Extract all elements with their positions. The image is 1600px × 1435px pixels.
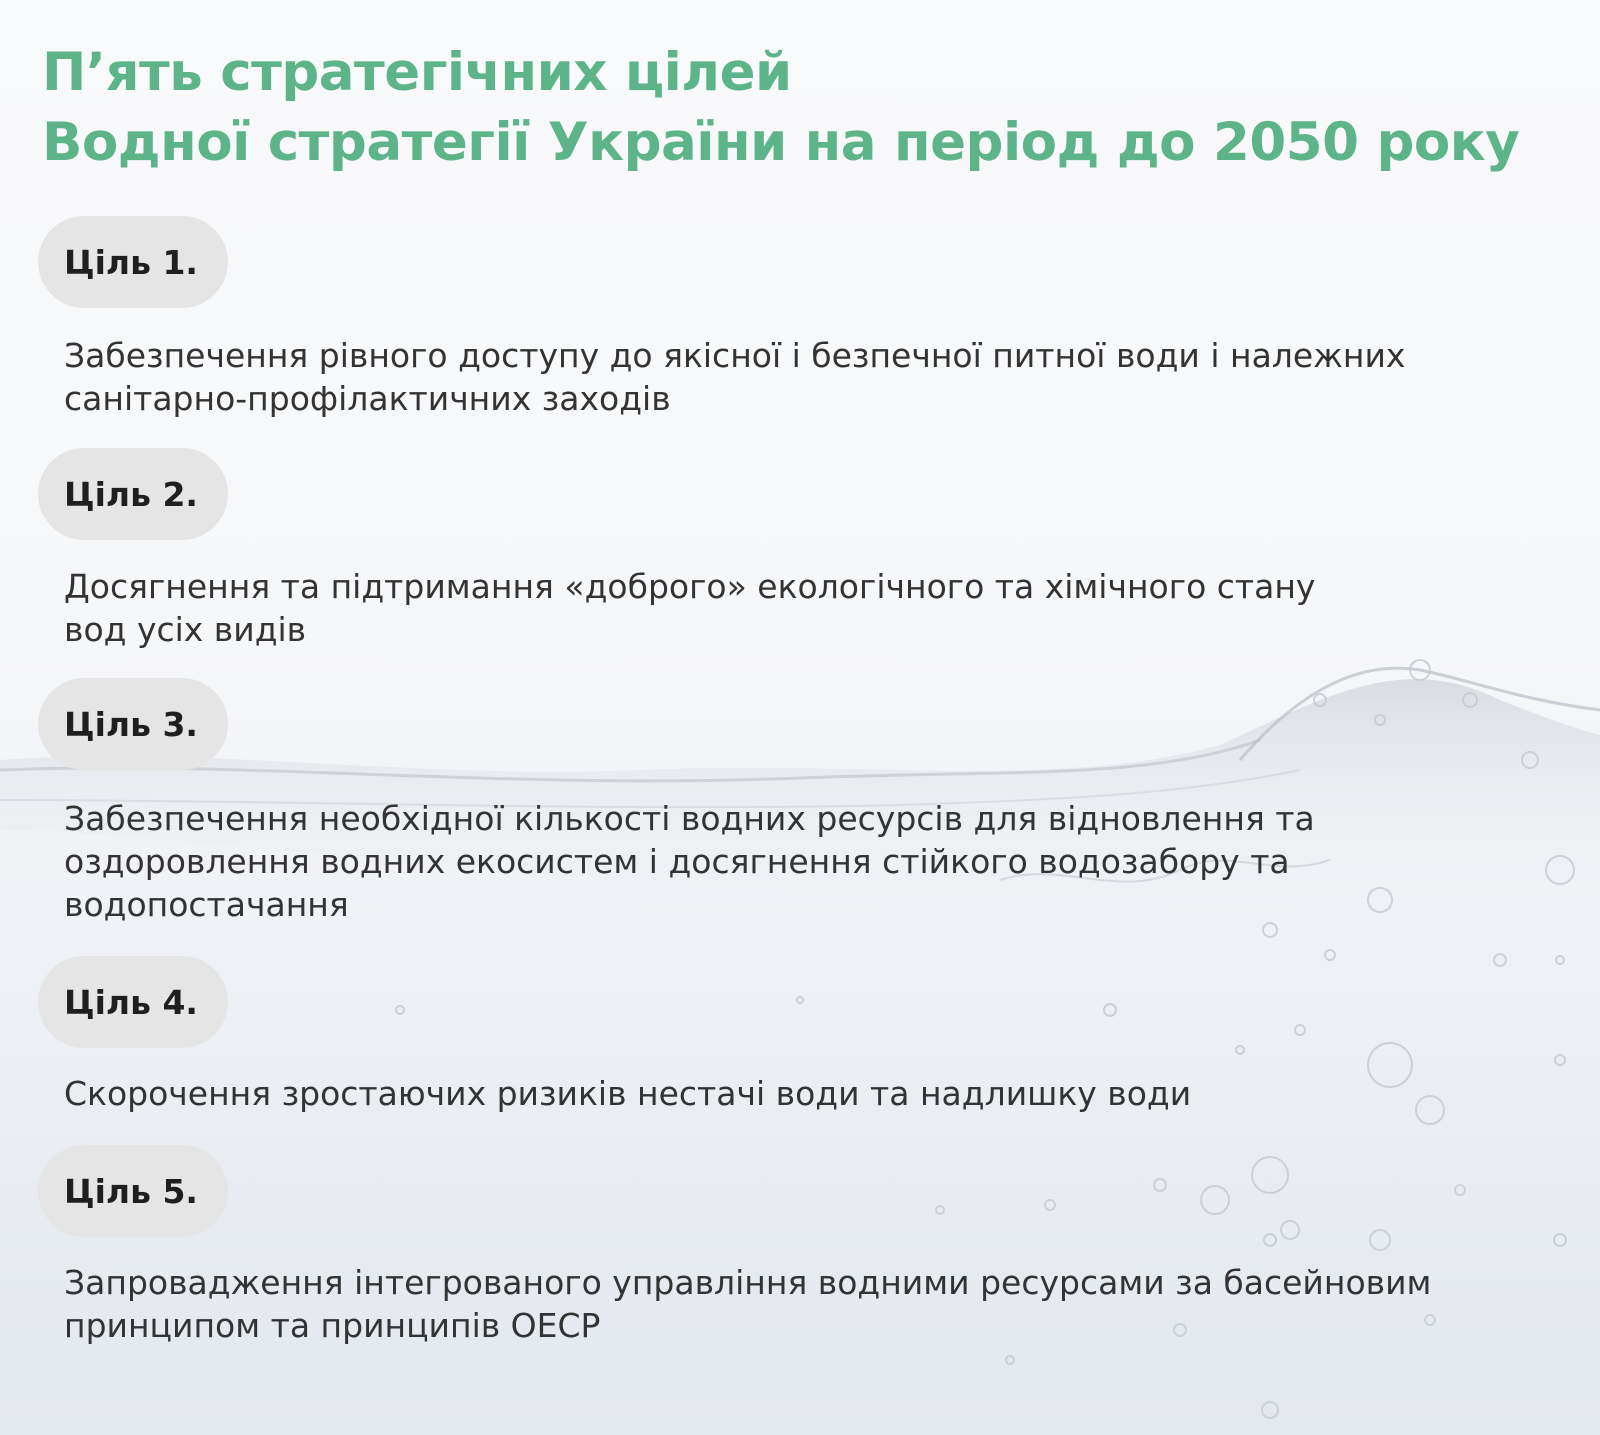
goal-1-line-2: санітарно-профілактичних заходів <box>64 379 671 418</box>
goal-2-description <box>64 565 1564 651</box>
goal-5-description <box>64 1261 1564 1347</box>
title-line-1: П’ять стратегічних цілей <box>42 42 792 103</box>
goal-4-description <box>64 1072 1564 1115</box>
page-title <box>42 38 1519 178</box>
goal-5-label: Ціль 5. <box>38 1145 228 1237</box>
goal-1-line-1: Забезпечення рівного доступу до якісної і безпечної питної води і належних <box>64 336 1406 375</box>
goal-5-line-1: Запровадження інтегрованого управління водними ресурсами за басейновим <box>64 1263 1432 1302</box>
goal-2-line-1: Досягнення та підтримання «доброго» екологічного та хімічного стану <box>64 567 1316 606</box>
goal-1-description <box>64 334 1564 420</box>
goal-2-line-2: вод усіх видів <box>64 610 307 649</box>
goal-4-label: Ціль 4. <box>38 956 228 1048</box>
goal-1-label: Ціль 1. <box>38 216 228 308</box>
goal-2-label: Ціль 2. <box>38 448 228 540</box>
goal-4-line-1: Скорочення зростаючих ризиків нестачі води та надлишку води <box>64 1074 1192 1113</box>
goal-5-line-2: принципом та принципів ОЕСР <box>64 1306 601 1345</box>
goal-3-description <box>64 797 1564 926</box>
goal-3-line-3: водопостачання <box>64 885 349 924</box>
title-line-2: Водної стратегії України на період до 2050 року <box>42 112 1520 173</box>
goal-3-label: Ціль 3. <box>38 678 228 770</box>
goal-3-line-2: оздоровлення водних екосистем і досягнення стійкого водозабору та <box>64 842 1290 881</box>
goal-3-line-1: Забезпечення необхідної кількості водних ресурсів для відновлення та <box>64 799 1315 838</box>
